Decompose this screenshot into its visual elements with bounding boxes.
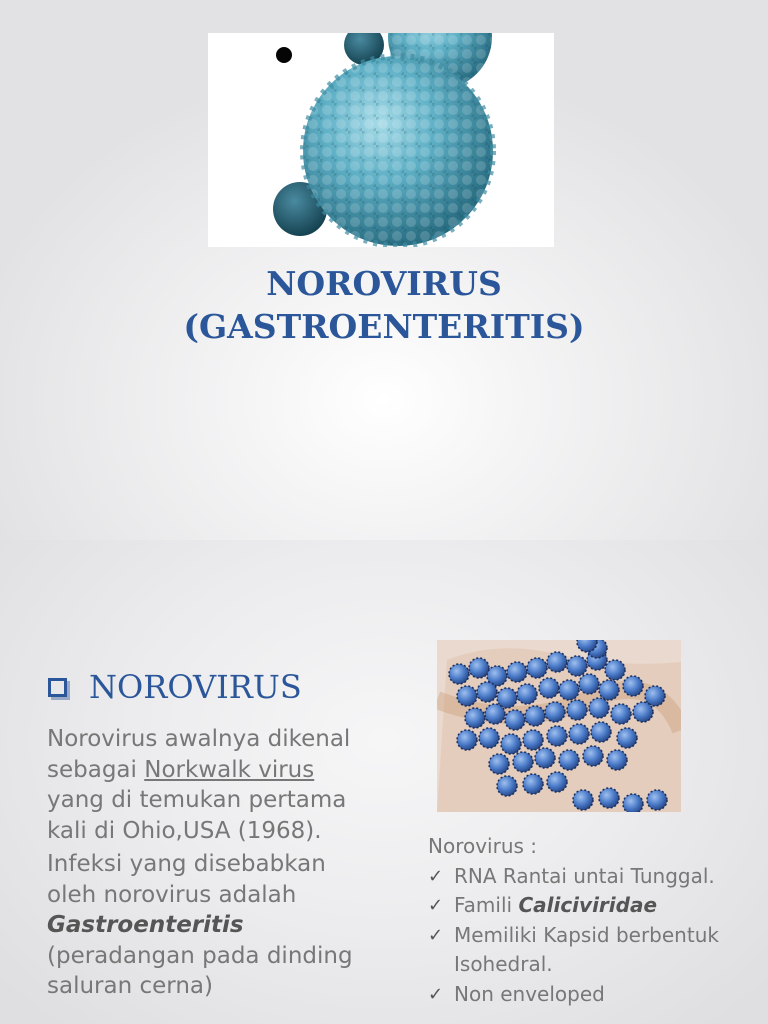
page-title — [0, 262, 768, 348]
virus-particle — [611, 704, 631, 724]
list-item — [428, 891, 748, 921]
virus-particle — [569, 724, 589, 744]
virus-particle — [497, 688, 517, 708]
virus-particle — [589, 698, 609, 718]
virus-particle — [517, 684, 537, 704]
virus-particle — [523, 730, 543, 750]
para2-text-1: Infeksi yang disebabkan oleh norovirus adalah — [47, 851, 326, 908]
virus-particle — [527, 658, 547, 678]
family-name-term: Caliciviridae — [518, 893, 658, 917]
virus-particle — [535, 748, 555, 768]
list-item-text: Memiliki Kapsid berbentuk Isohedral. — [454, 922, 719, 976]
virus-particle — [485, 704, 505, 724]
list-item — [428, 921, 748, 980]
virus-particle — [599, 788, 619, 808]
virus-particle — [591, 722, 611, 742]
virus-particle — [617, 728, 637, 748]
virus-particle — [633, 702, 653, 722]
section-heading-text: NOROVIRUS — [89, 668, 302, 706]
virus-particle — [559, 680, 579, 700]
virus-particle — [497, 776, 517, 796]
virus-particle — [583, 746, 603, 766]
virus-particle — [513, 752, 533, 772]
virus-particle — [605, 660, 625, 680]
virus-particle — [477, 682, 497, 702]
checkmark-icon: ✓ — [428, 924, 444, 946]
norovirus-illustration — [208, 33, 554, 247]
paragraph-infection — [47, 849, 377, 1002]
virus-particle — [449, 664, 469, 684]
virus-particle — [547, 726, 567, 746]
virus-particle — [489, 754, 509, 774]
norovirus-3d-render — [208, 33, 554, 247]
square-outline-icon — [48, 678, 67, 697]
properties-checklist — [428, 862, 748, 1010]
virus-particle — [501, 734, 521, 754]
virus-particle — [523, 774, 543, 794]
virus-particle — [545, 702, 565, 722]
virus-particle — [469, 658, 489, 678]
norwalk-link-text: Norkwalk virus — [144, 756, 315, 783]
virus-particle — [567, 700, 587, 720]
para1-text-1: Norovirus awalnya dikenal sebagai — [47, 726, 351, 783]
section-heading — [48, 668, 302, 706]
virus-particle — [607, 750, 627, 770]
virus-particle — [567, 656, 587, 676]
virus-particle — [539, 678, 559, 698]
virus-particle — [647, 790, 667, 810]
virus-particle — [457, 730, 477, 750]
list-item-text: Non enveloped — [454, 981, 605, 1006]
para1-text-2: yang di temukan pertama kali di Ohio,USA (1968). — [47, 787, 347, 844]
gastroenteritis-term: Gastroenteritis — [47, 912, 244, 938]
checkmark-icon: ✓ — [428, 983, 444, 1005]
virus-particle — [573, 790, 593, 810]
virus-particle — [507, 662, 527, 682]
virus-particle — [457, 686, 477, 706]
title-line-2: (GASTROENTERITIS) — [183, 307, 585, 346]
electron-micrograph — [437, 640, 681, 812]
virus-particle — [525, 706, 545, 726]
virus-particle — [505, 710, 525, 730]
checkmark-icon: ✓ — [428, 865, 444, 887]
virus-particle — [645, 686, 665, 706]
virus-particle — [599, 680, 619, 700]
para2-text-2: (peradangan pada dinding saluran cerna) — [47, 942, 353, 999]
list-item-text: Famili — [454, 893, 519, 917]
virus-particle — [465, 708, 485, 728]
list-item — [428, 980, 748, 1010]
paragraph-discovery — [47, 724, 377, 846]
right-body-text — [428, 832, 748, 1009]
virus-particles-image — [437, 640, 681, 812]
left-body-text — [47, 724, 377, 1005]
list-item — [428, 862, 748, 892]
virus-particle — [479, 728, 499, 748]
virus-particle — [579, 674, 599, 694]
right-intro: Norovirus : — [428, 834, 538, 858]
virus-particle — [547, 652, 567, 672]
virus-particle — [547, 772, 567, 792]
virus-particle — [623, 676, 643, 696]
list-item-text: RNA Rantai untai Tunggal. — [454, 863, 715, 888]
virus-particle — [559, 750, 579, 770]
checkmark-icon: ✓ — [428, 895, 444, 916]
title-line-1: NOROVIRUS — [266, 264, 502, 303]
